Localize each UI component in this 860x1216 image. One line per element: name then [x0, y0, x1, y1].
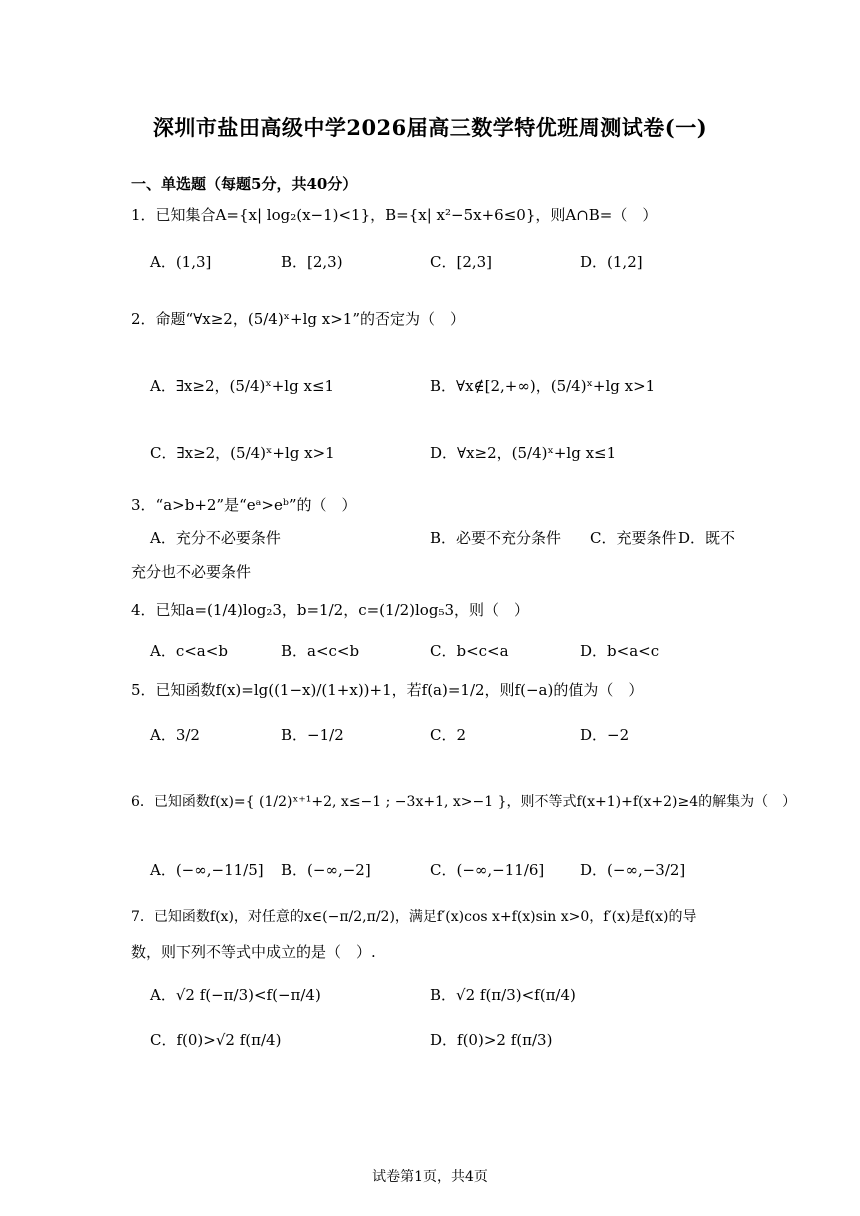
q6-option-c: C．(−∞,−11/6]	[430, 861, 545, 879]
q7-option-d: D．f(0)>2 f(π/3)	[430, 1031, 553, 1049]
q3-option-b: B．必要不充分条件	[430, 529, 562, 547]
q1-option-b: B．[2,3)	[281, 253, 343, 271]
q4-option-d: D．b<a<c	[580, 642, 660, 660]
q4-option-a: A．c<a<b	[150, 642, 228, 660]
q7-option-c: C．f(0)>√2 f(π/4)	[150, 1031, 282, 1049]
q7-option-b: B．√2 f(π/3)<f(π/4)	[430, 986, 576, 1004]
q5-option-a: A．3/2	[150, 726, 200, 744]
q3-option-d: D．既不	[678, 529, 736, 547]
question-4-stem: 4．已知a=(1/4)log₂3，b=1/2，c=(1/2)log₅3，则（ ）	[131, 601, 529, 619]
question-7-stem-wrap: 数，则下列不等式中成立的是（ ）.	[131, 943, 376, 961]
q5-option-d: D．−2	[580, 726, 630, 744]
question-2-stem: 2．命题“∀x≥2，(5/4)ˣ+lg x>1”的否定为（ ）	[131, 310, 466, 328]
q3-option-d-wrap: 充分也不必要条件	[131, 563, 252, 581]
question-5-stem: 5．已知函数f(x)=lg((1−x)/(1+x))+1，若f(a)=1/2，则f(−a)的值为（ ）	[131, 681, 644, 699]
q6-option-a: A．(−∞,−11/5]	[150, 861, 264, 879]
q3-option-a: A．充分不必要条件	[150, 529, 281, 547]
q2-option-a: A．∃x≥2，(5/4)ˣ+lg x≤1	[150, 377, 335, 395]
section-heading: 一、单选题（每题5分，共40分）	[131, 175, 358, 193]
q4-option-c: C．b<c<a	[430, 642, 509, 660]
q5-option-b: B．−1/2	[281, 726, 344, 744]
q1-option-d: D．(1,2]	[580, 253, 643, 271]
question-7-stem: 7．已知函数f(x)，对任意的x∈(−π/2,π/2)，满足f′(x)cos x+f(x)sin x>0，f′(x)是f(x)的导	[131, 909, 697, 925]
question-3-stem: 3．“a>b+2”是“eᵃ>eᵇ”的（ ）	[131, 496, 357, 514]
q4-option-b: B．a<c<b	[281, 642, 360, 660]
page-footer: 试卷第1页，共4页	[372, 1169, 488, 1185]
q5-option-c: C．2	[430, 726, 467, 744]
q2-option-b: B．∀x∉[2,+∞)，(5/4)ˣ+lg x>1	[430, 377, 656, 395]
question-1-stem: 1．已知集合A={x| log₂(x−1)<1}，B={x| x²−5x+6≤0}，则A∩B=（ ）	[131, 206, 658, 224]
q2-option-c: C．∃x≥2，(5/4)ˣ+lg x>1	[150, 444, 335, 462]
q6-option-b: B．(−∞,−2]	[281, 861, 371, 879]
q7-option-a: A．√2 f(−π/3)<f(−π/4)	[150, 986, 321, 1004]
q3-option-c: C．充要条件	[590, 529, 677, 547]
q2-option-d: D．∀x≥2，(5/4)ˣ+lg x≤1	[430, 444, 617, 462]
q1-option-a: A．(1,3]	[150, 253, 212, 271]
question-6-stem: 6．已知函数f(x)={ (1/2)ˣ⁺¹+2, x≤−1 ; −3x+1, x>−1 }，则不等式f(x+1)+f(x+2)≥4的解集为（ ）	[131, 794, 797, 810]
q6-option-d: D．(−∞,−3/2]	[580, 861, 686, 879]
exam-title: 深圳市盐田高级中学2026届高三数学特优班周测试卷(一)	[152, 115, 708, 140]
q1-option-c: C．[2,3]	[430, 253, 493, 271]
